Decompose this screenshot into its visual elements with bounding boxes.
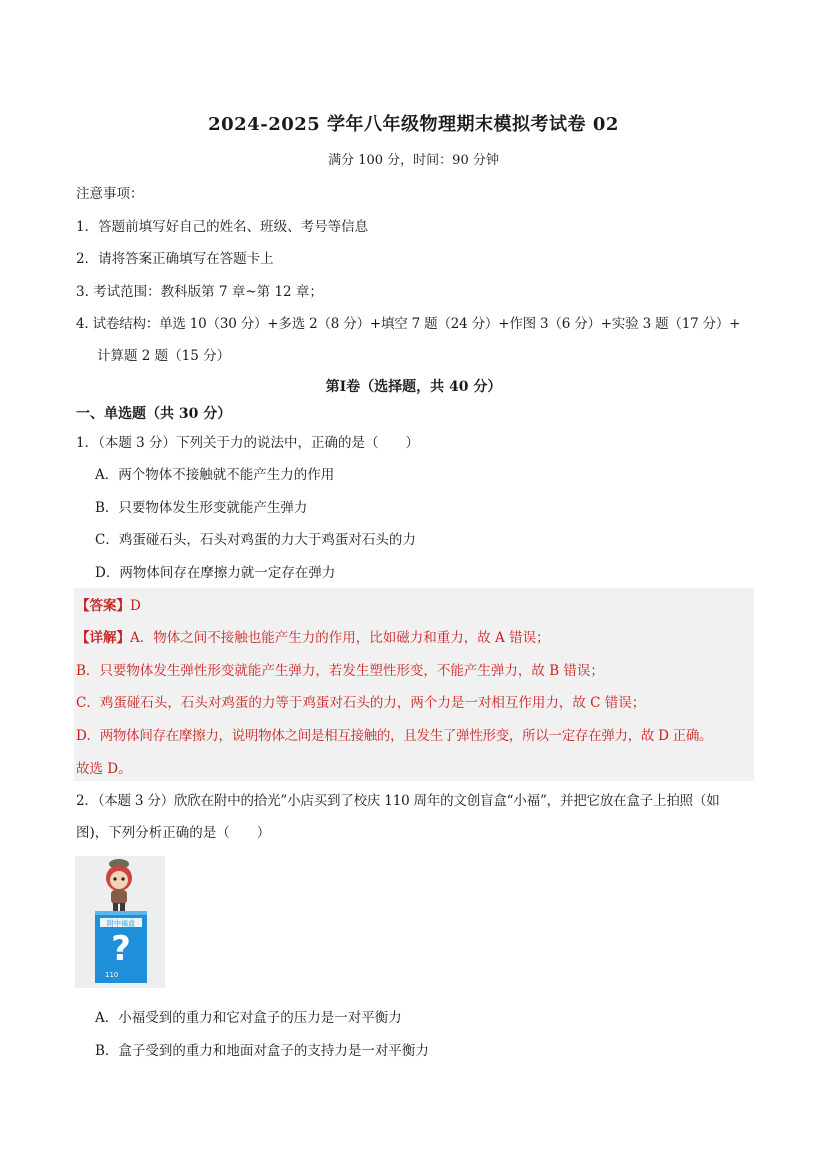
notes-item: 4. 试卷结构：单选 10（30 分）+多选 2（8 分）+填空 7 题（24 分）+作图 3（6 分）+实验 3 题（17 分）+	[76, 316, 741, 332]
detail-line: C．鸡蛋碰石头，石头对鸡蛋的力等于鸡蛋对石头的力，两个力是一对相互作用力，故 C 错误；	[76, 695, 646, 711]
question-stem: 2．（本题 3 分）欣欣在附中的拾光”小店买到了校庆 110 周年的文创盲盒“小福”，并把它放在盒子上拍照（如	[76, 793, 720, 809]
notes-item-continued: 计算题 2 题（15 分）	[97, 348, 231, 364]
question-stem: 1．（本题 3 分）下列关于力的说法中，正确的是（ ）	[76, 435, 420, 451]
section-heading: 一、单选题（共 30 分）	[76, 406, 232, 422]
question-option: B．盒子受到的重力和地面对盒子的支持力是一对平衡力	[95, 1043, 429, 1059]
exam-subtitle: 满分 100 分，时间：90 分钟	[328, 153, 499, 168]
blind-box-photo	[75, 856, 165, 988]
part-title: 第Ⅰ卷（选择题，共 40 分）	[325, 379, 502, 395]
notes-item: 2．请将答案正确填写在答题卡上	[76, 251, 274, 267]
page-title: 2024-2025 学年八年级物理期末模拟考试卷 02	[208, 114, 619, 135]
notes-heading: 注意事项：	[76, 186, 144, 202]
detail-line	[76, 626, 550, 646]
detail-line: B．只要物体发生弹性形变就能产生弹力，若发生塑性形变，不能产生弹力，故 B 错误；	[76, 663, 604, 679]
answer-box	[74, 588, 754, 781]
answer-value: D	[130, 598, 141, 614]
question-option: A．两个物体不接触就不能产生力的作用	[95, 467, 335, 483]
notes-item: 3. 考试范围：教科版第 7 章~第 12 章；	[76, 284, 323, 300]
question-option: A．小福受到的重力和它对盒子的压力是一对平衡力	[95, 1010, 402, 1026]
question-option: B．只要物体发生形变就能产生弹力	[95, 500, 308, 516]
answer-line	[76, 594, 141, 614]
detail-label: 【详解】	[76, 630, 130, 646]
notes-item: 1．答题前填写好自己的姓名、班级、考号等信息	[76, 219, 369, 235]
question-stem-continued: 图)，下列分析正确的是（ ）	[76, 825, 271, 841]
question-option: D．两物体间存在摩擦力就一定存在弹力	[95, 565, 336, 581]
svg-text:?: ?	[111, 929, 131, 969]
box-label: 附中福盒	[107, 919, 135, 928]
detail-text: A．物体之间不接触也能产生力的作用，比如磁力和重力，故 A 错误；	[130, 630, 550, 646]
detail-line: D．两物体间存在摩擦力，说明物体之间是相互接触的，且发生了弹性形变，所以一定存在弹力，故 D 正确。	[76, 728, 713, 744]
question-option: C．鸡蛋碰石头，石头对鸡蛋的力大于鸡蛋对石头的力	[95, 532, 416, 548]
detail-line: 故选 D。	[76, 761, 132, 777]
box-number: 110	[105, 971, 119, 979]
answer-label: 【答案】	[76, 598, 130, 614]
